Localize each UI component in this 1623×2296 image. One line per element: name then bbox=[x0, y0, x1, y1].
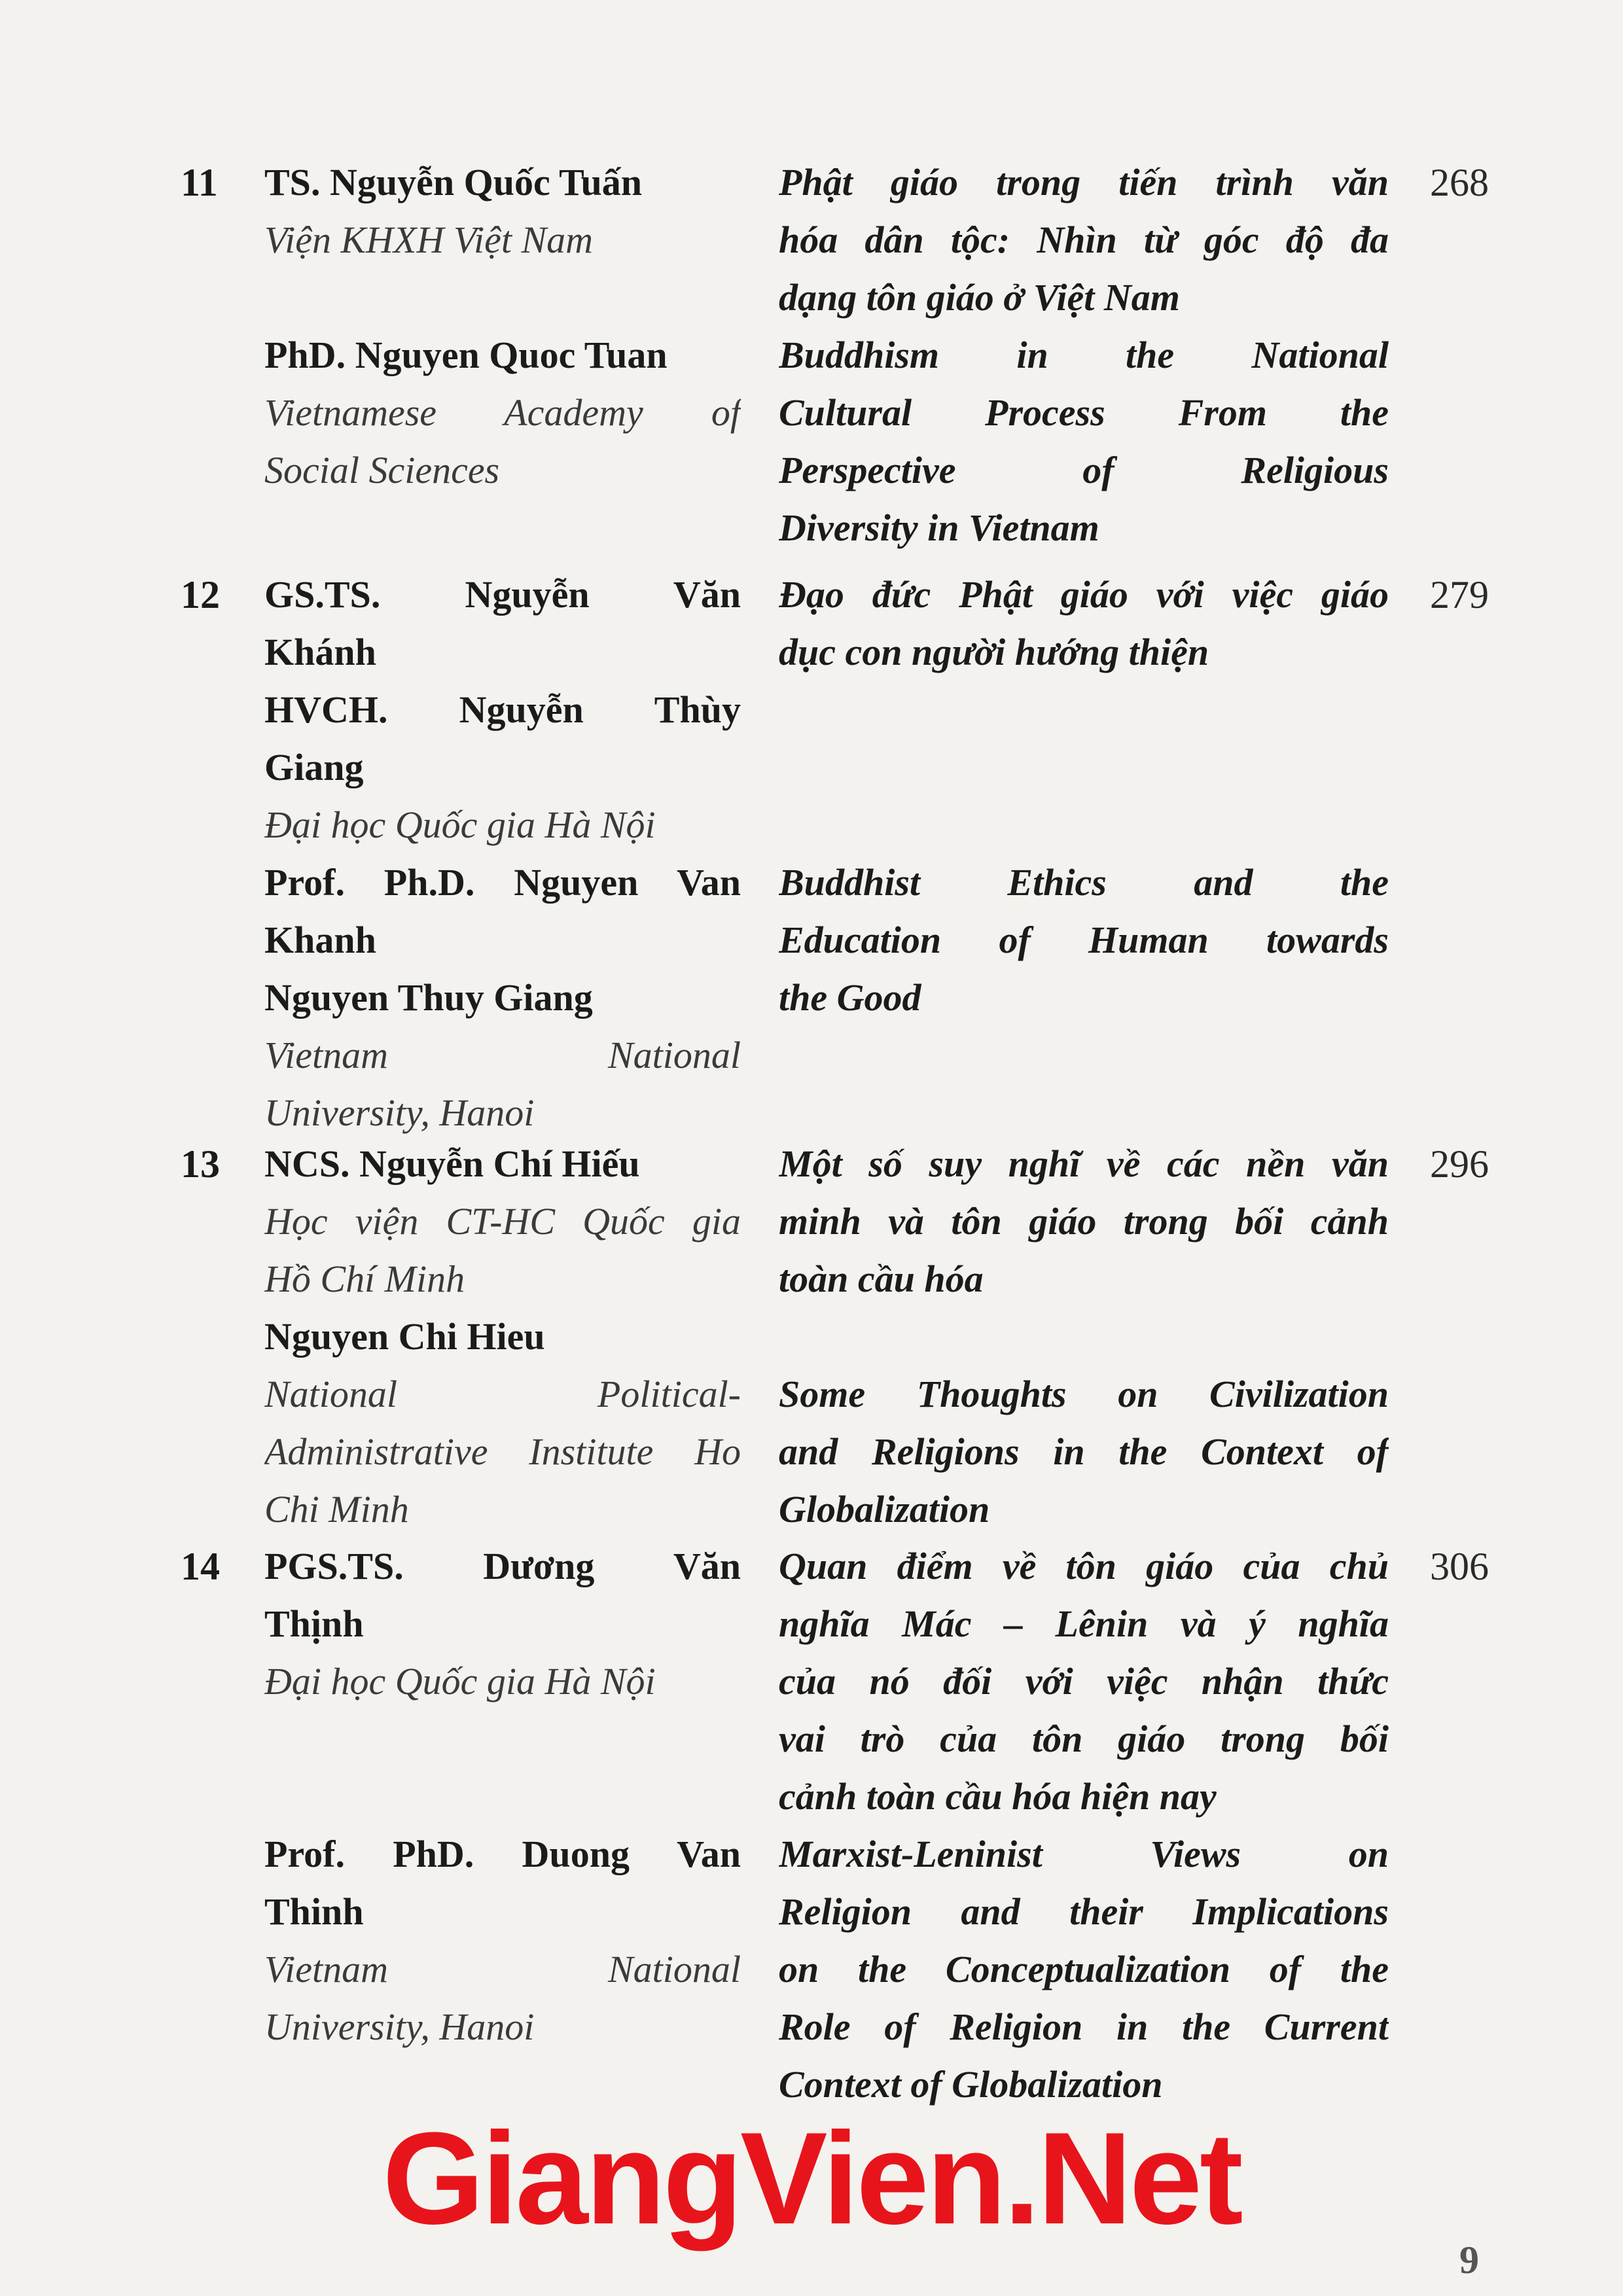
title-line: Diversity in Vietnam bbox=[779, 506, 1099, 549]
title-line: của nó đối với việc nhận thức bbox=[779, 1660, 1389, 1703]
title-line bbox=[779, 796, 1389, 854]
title-line: and Religions in the Context of bbox=[779, 1430, 1389, 1473]
title-line: on the Conceptualization of the bbox=[779, 1948, 1389, 1990]
author-affiliation: Social Sciences bbox=[264, 449, 500, 491]
author-affiliation: Vietnam National bbox=[264, 1034, 741, 1076]
entry-page-number: 279 bbox=[1430, 573, 1489, 616]
title-line: Globalization bbox=[779, 1488, 990, 1530]
author-name: Nguyen Chi Hieu bbox=[264, 1315, 545, 1358]
author-name: Prof. PhD. Duong Van bbox=[264, 1833, 741, 1875]
author-affiliation: Administrative Institute Ho bbox=[264, 1430, 741, 1473]
author-name: PGS.TS. Dương Văn bbox=[264, 1545, 741, 1587]
title-line: Perspective of Religious bbox=[779, 449, 1389, 491]
entry-authors bbox=[264, 1538, 741, 2056]
title-line: Context of Globalization bbox=[779, 2063, 1163, 2106]
entry-authors bbox=[264, 1135, 741, 1538]
entry-number: 11 bbox=[181, 161, 218, 204]
title-line: the Good bbox=[779, 976, 921, 1019]
entry-titles bbox=[779, 1135, 1389, 1538]
author-name: Giang bbox=[264, 746, 364, 788]
author-affiliation: Viện KHXH Việt Nam bbox=[264, 219, 594, 261]
entry-authors bbox=[264, 566, 741, 1142]
title-line bbox=[779, 681, 1389, 739]
author-name: Thinh bbox=[264, 1890, 364, 1933]
title-line: cảnh toàn cầu hóa hiện nay bbox=[779, 1775, 1217, 1818]
title-line bbox=[779, 1308, 1389, 1366]
entry-page-number: 296 bbox=[1430, 1142, 1489, 1186]
title-line: Buddhist Ethics and the bbox=[779, 861, 1389, 904]
entry-authors bbox=[264, 154, 741, 499]
title-line: hóa dân tộc: Nhìn từ góc độ đa bbox=[779, 219, 1389, 261]
title-line: Religion and their Implications bbox=[779, 1890, 1389, 1933]
author-affiliation: Đại học Quốc gia Hà Nội bbox=[264, 1660, 656, 1703]
author-affiliation: Vietnam National bbox=[264, 1948, 741, 1990]
title-line: toàn cầu hóa bbox=[779, 1258, 984, 1300]
entry-titles bbox=[779, 154, 1389, 557]
title-line: vai trò của tôn giáo trong bối bbox=[779, 1718, 1389, 1760]
entry-number: 13 bbox=[181, 1142, 220, 1186]
author-affiliation: Học viện CT-HC Quốc gia bbox=[264, 1200, 741, 1243]
author-name: Khanh bbox=[264, 919, 376, 961]
title-line: Quan điểm về tôn giáo của chủ bbox=[779, 1545, 1389, 1587]
title-line: minh và tôn giáo trong bối cảnh bbox=[779, 1200, 1389, 1243]
author-name: Khánh bbox=[264, 631, 376, 673]
entry-number: 12 bbox=[181, 573, 220, 616]
title-line: Cultural Process From the bbox=[779, 391, 1389, 434]
title-line: Role of Religion in the Current bbox=[779, 2005, 1389, 2048]
spacer bbox=[264, 269, 741, 327]
author-name: Thịnh bbox=[264, 1602, 364, 1645]
entry-titles bbox=[779, 1538, 1389, 2113]
title-line: Phật giáo trong tiến trình văn bbox=[779, 161, 1389, 203]
title-line: Đạo đức Phật giáo với việc giáo bbox=[779, 573, 1389, 616]
author-name: PhD. Nguyen Quoc Tuan bbox=[264, 334, 668, 376]
title-line: Một số suy nghĩ về các nền văn bbox=[779, 1142, 1389, 1185]
author-name: Prof. Ph.D. Nguyen Van bbox=[264, 861, 741, 904]
title-line: Buddhism in the National bbox=[779, 334, 1389, 376]
spacer bbox=[264, 1768, 741, 1826]
author-affiliation: University, Hanoi bbox=[264, 1091, 535, 1134]
spacer bbox=[264, 1710, 741, 1768]
entry-page-number: 268 bbox=[1430, 161, 1489, 204]
author-name: Nguyen Thuy Giang bbox=[264, 976, 593, 1019]
watermark: GiangVien.Net bbox=[382, 2106, 1241, 2252]
author-name: NCS. Nguyễn Chí Hiếu bbox=[264, 1142, 640, 1185]
author-affiliation: Đại học Quốc gia Hà Nội bbox=[264, 804, 656, 846]
author-affiliation: National Political- bbox=[264, 1373, 741, 1415]
entry-page-number: 306 bbox=[1430, 1545, 1489, 1588]
author-affiliation: Hồ Chí Minh bbox=[264, 1258, 465, 1300]
author-affiliation: Vietnamese Academy of bbox=[264, 391, 741, 434]
title-line: dục con người hướng thiện bbox=[779, 631, 1209, 673]
title-line: Marxist-Leninist Views on bbox=[779, 1833, 1389, 1875]
entry-titles bbox=[779, 566, 1389, 1027]
author-affiliation: University, Hanoi bbox=[264, 2005, 535, 2048]
title-line bbox=[779, 739, 1389, 796]
author-name: TS. Nguyễn Quốc Tuấn bbox=[264, 161, 643, 203]
author-affiliation: Chi Minh bbox=[264, 1488, 409, 1530]
author-name: GS.TS. Nguyễn Văn bbox=[264, 573, 741, 616]
title-line: dạng tôn giáo ở Việt Nam bbox=[779, 276, 1180, 319]
author-name: HVCH. Nguyễn Thùy bbox=[264, 688, 741, 731]
title-line: nghĩa Mác – Lênin và ý nghĩa bbox=[779, 1602, 1389, 1645]
entry-number: 14 bbox=[181, 1545, 220, 1588]
page-number: 9 bbox=[1459, 2238, 1479, 2282]
title-line: Some Thoughts on Civilization bbox=[779, 1373, 1389, 1415]
title-line: Education of Human towards bbox=[779, 919, 1389, 961]
